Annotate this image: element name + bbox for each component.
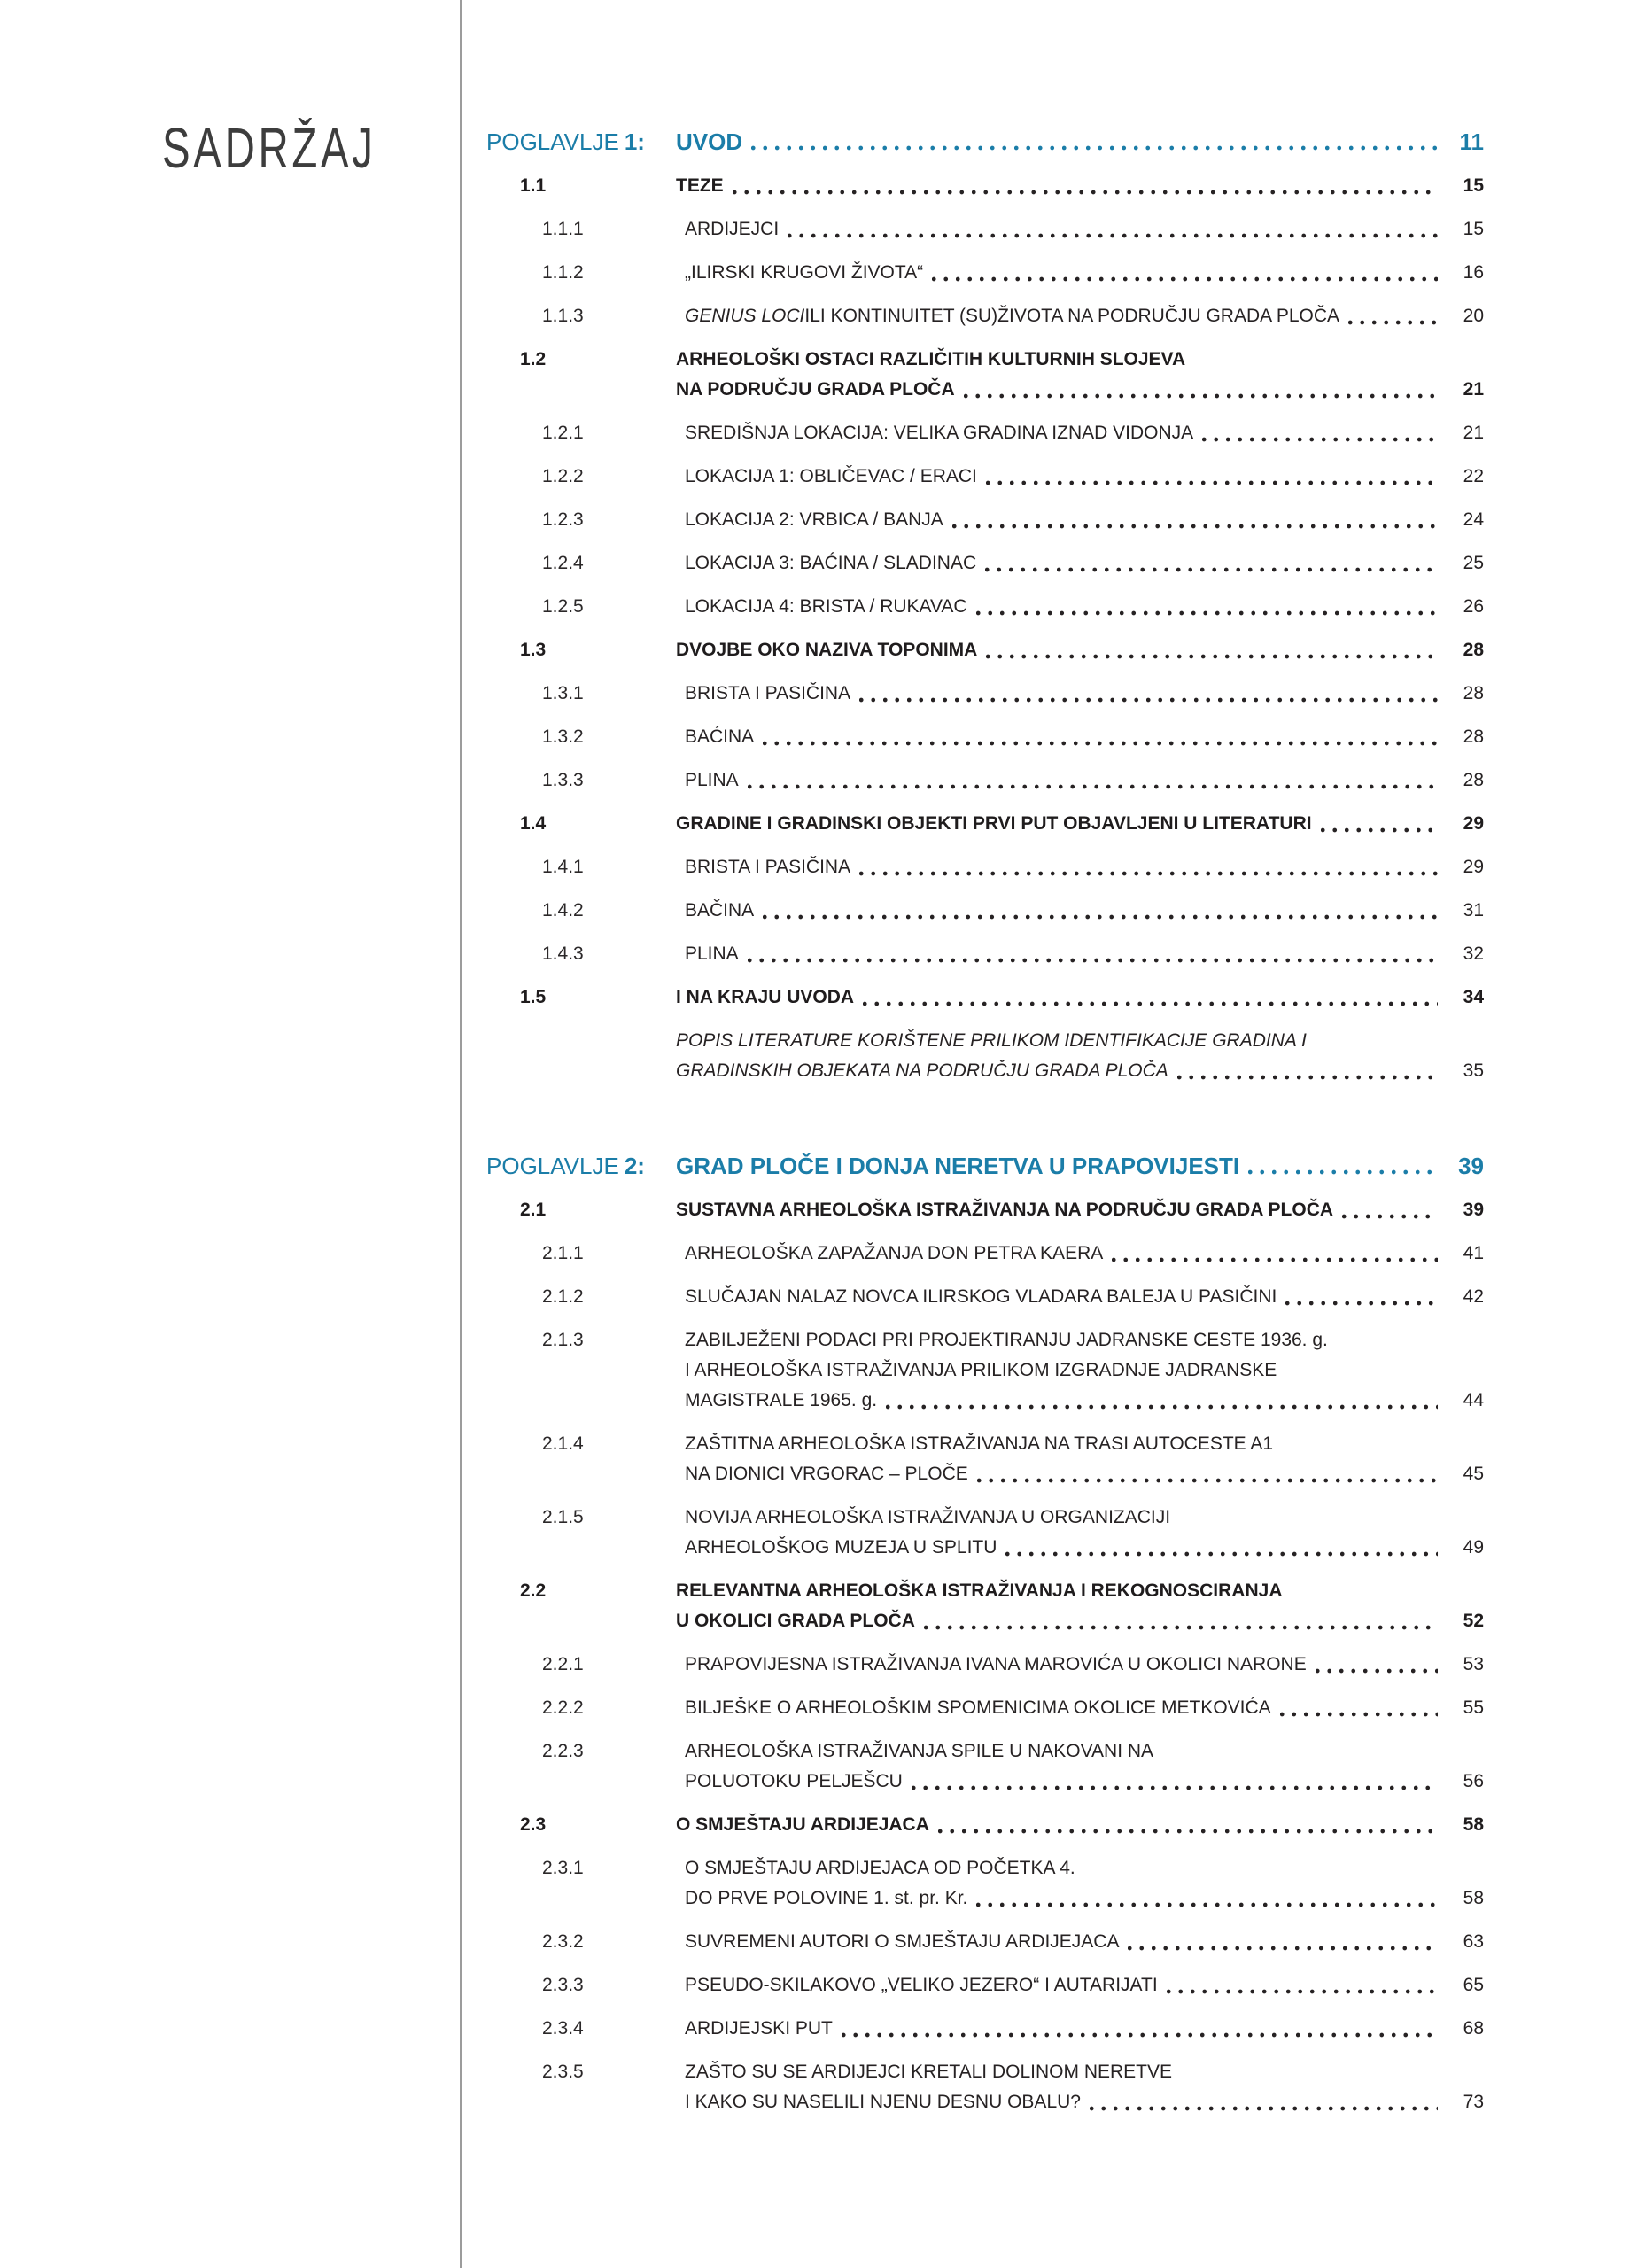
entry-body xyxy=(676,592,1441,622)
page-number: 44 xyxy=(1463,1390,1484,1410)
entry-last-line xyxy=(685,1239,1441,1269)
entry-number: 2.2.3 xyxy=(542,1741,584,1761)
dot-leader xyxy=(912,1785,1438,1790)
dot-leader xyxy=(1112,1257,1438,1262)
entry-title: LOKACIJA 3: BAĆINA / SLADINAC xyxy=(685,553,977,573)
entry-title: PSEUDO-SKILAKOVO „VELIKO JEZERO“ I AUTARIJATI xyxy=(685,1975,1158,1995)
entry-last-line xyxy=(685,939,1441,969)
entry-body xyxy=(676,1576,1441,1636)
page-number: 21 xyxy=(1463,423,1484,443)
entry-last-line xyxy=(676,1606,1441,1636)
toc-entry xyxy=(486,1325,1484,1416)
entry-body xyxy=(676,462,1441,492)
toc-entry xyxy=(486,1195,1484,1225)
entry-title-line: ARHEOLOŠKI OSTACI RAZLIČITIH KULTURNIH SLOJEVA xyxy=(676,349,1186,369)
entry-body xyxy=(676,1927,1441,1957)
entry-last-line xyxy=(685,2087,1441,2117)
entry-body xyxy=(676,505,1441,535)
dot-leader xyxy=(1177,1075,1438,1080)
entry-body xyxy=(676,722,1441,752)
entry-number: 2.3.2 xyxy=(542,1931,584,1952)
entry-number: 1.3 xyxy=(520,640,547,660)
entry-title-line: O SMJEŠTAJU ARDIJEJACA OD POČETKA 4. xyxy=(685,1858,1075,1878)
chapter-number: 2: xyxy=(624,1153,645,1179)
entry-title: I KAKO SU NASELILI NJENU DESNU OBALU? xyxy=(685,2092,1081,2112)
entry-last-line xyxy=(676,1056,1441,1086)
entry-last-line xyxy=(685,679,1441,709)
entry-title: ARDIJEJSKI PUT xyxy=(685,2018,833,2039)
page-number: 55 xyxy=(1463,1697,1484,1718)
page-number: 11 xyxy=(1459,128,1484,155)
entry-last-line xyxy=(676,1150,1441,1182)
toc-entry xyxy=(486,548,1484,579)
toc-entry xyxy=(486,345,1484,405)
toc-chapter-heading xyxy=(486,1150,1484,1182)
toc-entry xyxy=(486,852,1484,882)
entry-last-line xyxy=(685,301,1441,331)
entry-body xyxy=(676,1150,1441,1182)
toc-entry xyxy=(486,1970,1484,2000)
entry-last-line xyxy=(685,1884,1441,1914)
entry-number: 1.4.1 xyxy=(542,857,584,877)
entry-body xyxy=(676,1282,1441,1312)
toc-entry xyxy=(486,1576,1484,1636)
dot-leader xyxy=(763,741,1438,746)
entry-number: 2.1.2 xyxy=(542,1286,584,1307)
page-number: 15 xyxy=(1463,175,1484,196)
chapter-label: POGLAVLJE xyxy=(486,1153,619,1179)
entry-number xyxy=(486,1150,676,1182)
page-number: 28 xyxy=(1463,770,1484,790)
entry-number: 2.2.2 xyxy=(542,1697,584,1718)
entry-title-line: NOVIJA ARHEOLOŠKA ISTRAŽIVANJA U ORGANIZACIJI xyxy=(685,1507,1171,1527)
toc-entry xyxy=(486,939,1484,969)
page-number: 39 xyxy=(1458,1153,1484,1179)
toc-entry xyxy=(486,1927,1484,1957)
toc-entry xyxy=(486,896,1484,926)
toc-entry xyxy=(486,1503,1484,1563)
entry-title: TEZE xyxy=(676,175,724,196)
page-number: 28 xyxy=(1463,683,1484,703)
entry-body xyxy=(676,1026,1441,1086)
entry-body xyxy=(676,1650,1441,1680)
entry-number: 2.2.1 xyxy=(542,1654,584,1674)
entry-title-line: POPIS LITERATURE KORIŠTENE PRILIKOM IDENTIFIKACIJE GRADINA I xyxy=(676,1030,1307,1051)
dot-leader xyxy=(986,480,1438,485)
entry-last-line xyxy=(685,852,1441,882)
toc-entry xyxy=(486,1026,1484,1086)
entry-body xyxy=(676,1195,1441,1225)
entry-last-line xyxy=(685,765,1441,796)
page-number: 49 xyxy=(1463,1537,1484,1557)
entry-body xyxy=(676,635,1441,665)
entry-body xyxy=(676,2014,1441,2044)
dot-leader xyxy=(748,784,1438,789)
entry-title: BRISTA I PASIČINA xyxy=(685,857,851,877)
page-number: 58 xyxy=(1463,1814,1484,1835)
entry-title: „ILIRSKI KRUGOVI ŽIVOTA“ xyxy=(685,262,924,283)
dot-leader xyxy=(964,393,1438,399)
entry-last-line xyxy=(685,1533,1441,1563)
page-number: 58 xyxy=(1463,1888,1484,1908)
entry-last-line xyxy=(676,1810,1441,1840)
toc-entry xyxy=(486,722,1484,752)
toc-entry xyxy=(486,1429,1484,1489)
entry-body xyxy=(676,1693,1441,1723)
entry-title: GENIUS LOCI xyxy=(685,306,805,326)
entry-number: 2.1.3 xyxy=(542,1330,584,1350)
entry-title: DVOJBE OKO NAZIVA TOPONIMA xyxy=(676,640,978,660)
entry-last-line xyxy=(685,462,1441,492)
entry-title: LOKACIJA 4: BRISTA / RUKAVAC xyxy=(685,596,967,617)
dot-leader xyxy=(1342,1214,1438,1219)
dot-leader xyxy=(1285,1301,1438,1306)
page-number: 20 xyxy=(1463,306,1484,326)
entry-body xyxy=(676,852,1441,882)
entry-body xyxy=(676,896,1441,926)
toc-entry xyxy=(486,462,1484,492)
page-number: 65 xyxy=(1463,1975,1484,1995)
toc-entry xyxy=(486,505,1484,535)
dot-leader xyxy=(859,697,1438,703)
page-number: 45 xyxy=(1463,1464,1484,1484)
entry-body xyxy=(676,1325,1441,1416)
entry-body xyxy=(676,1239,1441,1269)
entry-title: ARHEOLOŠKOG MUZEJA U SPLITU xyxy=(685,1537,997,1557)
page-number: 32 xyxy=(1463,944,1484,964)
entry-title: PLINA xyxy=(685,770,739,790)
toc-entry xyxy=(486,809,1484,839)
page-number: 25 xyxy=(1463,553,1484,573)
entry-last-line xyxy=(685,1927,1441,1957)
entry-title: I NA KRAJU UVODA xyxy=(676,987,855,1007)
entry-last-line xyxy=(685,722,1441,752)
entry-title: GRADINSKIH OBJEKATA NA PODRUČJU GRADA PLOČA xyxy=(676,1060,1168,1081)
page-title: SADRŽAJ xyxy=(162,116,376,180)
entry-title: MAGISTRALE 1965. g. xyxy=(685,1390,878,1410)
entry-body xyxy=(676,1970,1441,2000)
toc-entry xyxy=(486,171,1484,201)
entry-last-line xyxy=(676,126,1441,158)
dot-leader xyxy=(1248,1169,1438,1175)
toc-list xyxy=(486,126,1484,2117)
dot-leader xyxy=(788,233,1438,238)
toc-entry xyxy=(486,1239,1484,1269)
entry-last-line xyxy=(676,375,1441,405)
toc-entry xyxy=(486,679,1484,709)
entry-title: GRADINE I GRADINSKI OBJEKTI PRVI PUT OBJAVLJENI U LITERATURI xyxy=(676,813,1312,834)
entry-title: U OKOLICI GRADA PLOČA xyxy=(676,1611,915,1631)
dot-leader xyxy=(733,190,1438,195)
entry-title: DO PRVE POLOVINE 1. st. pr. Kr. xyxy=(685,1888,968,1908)
toc-entry xyxy=(486,635,1484,665)
entry-last-line xyxy=(676,171,1441,201)
entry-number: 2.1.5 xyxy=(542,1507,584,1527)
dot-leader xyxy=(1316,1668,1438,1674)
entry-title: LOKACIJA 2: VRBICA / BANJA xyxy=(685,509,943,530)
page-number: 26 xyxy=(1463,596,1484,617)
page-number: 63 xyxy=(1463,1931,1484,1952)
entry-body xyxy=(676,418,1441,448)
entry-last-line xyxy=(685,548,1441,579)
entry-last-line xyxy=(676,635,1441,665)
entry-last-line xyxy=(685,1693,1441,1723)
page-number: 35 xyxy=(1463,1060,1484,1081)
dot-leader xyxy=(1090,2106,1438,2111)
entry-title: ARHEOLOŠKA ZAPAŽANJA DON PETRA KAERA xyxy=(685,1243,1104,1263)
page-number: 15 xyxy=(1463,219,1484,239)
entry-title: POLUOTOKU PELJEŠCU xyxy=(685,1771,903,1791)
entry-title-line: ZAŠTITNA ARHEOLOŠKA ISTRAŽIVANJA NA TRASI AUTOCESTE A1 xyxy=(685,1433,1274,1454)
entry-last-line xyxy=(676,983,1441,1013)
page-number: 21 xyxy=(1463,379,1484,400)
entry-title: UVOD xyxy=(676,128,743,155)
entry-last-line xyxy=(685,1282,1441,1312)
entry-title: GRAD PLOČE I DONJA NERETVA U PRAPOVIJESTI xyxy=(676,1153,1240,1179)
entry-body xyxy=(676,939,1441,969)
toc-entry xyxy=(486,1693,1484,1723)
entry-title: BILJEŠKE O ARHEOLOŠKIM SPOMENICIMA OKOLICE METKOVIĆA xyxy=(685,1697,1271,1718)
entry-last-line xyxy=(685,258,1441,288)
entry-body xyxy=(676,1736,1441,1797)
entry-body xyxy=(676,126,1441,158)
entry-body xyxy=(676,1810,1441,1840)
page-number: 29 xyxy=(1463,857,1484,877)
page-number: 24 xyxy=(1463,509,1484,530)
entry-number: 1.1.3 xyxy=(542,306,584,326)
dot-leader xyxy=(751,145,1438,151)
entry-number: 1.2.4 xyxy=(542,553,584,573)
dot-leader xyxy=(985,567,1438,572)
entry-title: PLINA xyxy=(685,944,739,964)
entry-number: 2.3.4 xyxy=(542,2018,584,2039)
page-number: 52 xyxy=(1463,1611,1484,1631)
page-number: 31 xyxy=(1463,900,1484,920)
entry-body xyxy=(676,214,1441,245)
entry-title: NA DIONICI VRGORAC – PLOČE xyxy=(685,1464,968,1484)
entry-number: 1.2.2 xyxy=(542,466,584,486)
entry-body xyxy=(676,548,1441,579)
entry-number: 1.3.1 xyxy=(542,683,584,703)
entry-number: 1.2 xyxy=(520,349,547,369)
dot-leader xyxy=(976,1902,1438,1907)
entry-title: ARDIJEJCI xyxy=(685,219,780,239)
page-number: 42 xyxy=(1463,1286,1484,1307)
entry-number: 2.3 xyxy=(520,1814,547,1835)
entry-number: 1.5 xyxy=(520,987,547,1007)
entry-title: SUSTAVNA ARHEOLOŠKA ISTRAŽIVANJA NA PODRUČJU GRADA PLOČA xyxy=(676,1200,1334,1220)
entry-number: 1.2.5 xyxy=(542,596,584,617)
entry-title: ILI KONTINUITET (SU)ŽIVOTA NA PODRUČJU GRADA PLOČA xyxy=(804,306,1340,326)
entry-body xyxy=(676,983,1441,1013)
entry-last-line xyxy=(685,505,1441,535)
entry-last-line xyxy=(685,1459,1441,1489)
entry-number: 1.1.1 xyxy=(542,219,584,239)
toc-entry xyxy=(486,592,1484,622)
page-number: 53 xyxy=(1463,1654,1484,1674)
entry-last-line xyxy=(676,809,1441,839)
dot-leader xyxy=(1005,1551,1438,1557)
entry-body xyxy=(676,345,1441,405)
page-number: 73 xyxy=(1463,2092,1484,2112)
entry-number: 2.3.5 xyxy=(542,2062,584,2082)
vertical-divider xyxy=(460,0,462,2268)
entry-number: 2.1 xyxy=(520,1200,547,1220)
dot-leader xyxy=(1128,1946,1438,1951)
dot-leader xyxy=(748,958,1438,963)
dot-leader xyxy=(924,1625,1438,1630)
entry-title-line: RELEVANTNA ARHEOLOŠKA ISTRAŽIVANJA I REKOGNOSCIRANJA xyxy=(676,1581,1283,1601)
entry-number: 1.3.3 xyxy=(542,770,584,790)
entry-number: 1.2.1 xyxy=(542,423,584,443)
page-number: 41 xyxy=(1463,1243,1484,1263)
toc-entry xyxy=(486,214,1484,245)
toc-entry xyxy=(486,1810,1484,1840)
entry-body xyxy=(676,765,1441,796)
entry-body xyxy=(676,809,1441,839)
entry-title: LOKACIJA 1: OBLIČEVAC / ERACI xyxy=(685,466,977,486)
entry-title: SLUČAJAN NALAZ NOVCA ILIRSKOG VLADARA BALEJA U PASIČINI xyxy=(685,1286,1277,1307)
toc-entry xyxy=(486,1736,1484,1797)
entry-body xyxy=(676,1853,1441,1914)
entry-last-line xyxy=(685,1386,1441,1416)
toc-entry xyxy=(486,765,1484,796)
dot-leader xyxy=(842,2032,1438,2038)
entry-title-line: ZABILJEŽENI PODACI PRI PROJEKTIRANJU JADRANSKE CESTE 1936. g. xyxy=(685,1330,1328,1350)
dot-leader xyxy=(1321,827,1438,833)
dot-leader xyxy=(859,871,1438,876)
entry-title: BAĆINA xyxy=(685,726,755,747)
entry-last-line xyxy=(685,418,1441,448)
entry-last-line xyxy=(685,1970,1441,2000)
dot-leader xyxy=(886,1404,1438,1410)
entry-title-line: ZAŠTO SU SE ARDIJEJCI KRETALI DOLINOM NERETVE xyxy=(685,2062,1172,2082)
toc-entry xyxy=(486,1282,1484,1312)
entry-body xyxy=(676,1503,1441,1563)
page-number: 68 xyxy=(1463,2018,1484,2039)
toc-entry xyxy=(486,2014,1484,2044)
entry-body xyxy=(676,171,1441,201)
dot-leader xyxy=(986,654,1438,659)
entry-last-line xyxy=(685,896,1441,926)
toc-entry xyxy=(486,418,1484,448)
dot-leader xyxy=(763,914,1438,920)
entry-last-line xyxy=(685,592,1441,622)
toc-entry xyxy=(486,983,1484,1013)
toc-entry xyxy=(486,1650,1484,1680)
entry-body xyxy=(676,679,1441,709)
entry-number: 1.4 xyxy=(520,813,547,834)
dot-leader xyxy=(1167,1989,1438,1994)
page-number: 34 xyxy=(1463,987,1484,1007)
chapter-number: 1: xyxy=(624,128,645,155)
dot-leader xyxy=(952,524,1438,529)
entry-number: 2.3.1 xyxy=(542,1858,584,1878)
page-number: 56 xyxy=(1463,1771,1484,1791)
entry-last-line xyxy=(685,1650,1441,1680)
entry-number: 2.3.3 xyxy=(542,1975,584,1995)
entry-number: 1.1.2 xyxy=(542,262,584,283)
dot-leader xyxy=(1202,437,1438,442)
entry-number: 1.4.2 xyxy=(542,900,584,920)
toc-chapter-heading xyxy=(486,126,1484,158)
entry-last-line xyxy=(685,1767,1441,1797)
dot-leader xyxy=(977,1478,1438,1483)
entry-body xyxy=(676,1429,1441,1489)
entry-title: BRISTA I PASIČINA xyxy=(685,683,851,703)
dot-leader xyxy=(932,276,1438,282)
entry-title-line: ARHEOLOŠKA ISTRAŽIVANJA SPILE U NAKOVANI NA xyxy=(685,1741,1154,1761)
entry-body xyxy=(676,2057,1441,2117)
dot-leader xyxy=(1348,320,1438,325)
dot-leader xyxy=(976,610,1438,616)
entry-title: O SMJEŠTAJU ARDIJEJACA xyxy=(676,1814,929,1835)
entry-number: 1.4.3 xyxy=(542,944,584,964)
entry-last-line xyxy=(685,214,1441,245)
entry-number xyxy=(486,126,676,158)
entry-body xyxy=(676,258,1441,288)
entry-number: 2.2 xyxy=(520,1581,547,1601)
toc-entry xyxy=(486,258,1484,288)
entry-number: 1.2.3 xyxy=(542,509,584,530)
entry-number: 1.3.2 xyxy=(542,726,584,747)
entry-title: SREDIŠNJA LOKACIJA: VELIKA GRADINA IZNAD VIDONJA xyxy=(685,423,1194,443)
dot-leader xyxy=(1280,1712,1438,1717)
entry-title: PRAPOVIJESNA ISTRAŽIVANJA IVANA MAROVIĆA U OKOLICI NARONE xyxy=(685,1654,1307,1674)
page-number: 28 xyxy=(1463,726,1484,747)
entry-last-line xyxy=(676,1195,1441,1225)
entry-title-line: I ARHEOLOŠKA ISTRAŽIVANJA PRILIKOM IZGRADNJE JADRANSKE xyxy=(685,1360,1277,1380)
page-number: 29 xyxy=(1463,813,1484,834)
entry-body xyxy=(676,301,1441,331)
page-number: 28 xyxy=(1463,640,1484,660)
dot-leader xyxy=(863,1001,1438,1006)
dot-leader xyxy=(938,1829,1438,1834)
toc-entry xyxy=(486,2057,1484,2117)
chapter-label: POGLAVLJE xyxy=(486,128,619,155)
entry-title: BAČINA xyxy=(685,900,755,920)
page-number: 22 xyxy=(1463,466,1484,486)
entry-title: NA PODRUČJU GRADA PLOČA xyxy=(676,379,955,400)
entry-number: 2.1.1 xyxy=(542,1243,584,1263)
page-number: 39 xyxy=(1463,1200,1484,1220)
entry-title: SUVREMENI AUTORI O SMJEŠTAJU ARDIJEJACA xyxy=(685,1931,1120,1952)
entry-last-line xyxy=(685,2014,1441,2044)
toc-entry xyxy=(486,301,1484,331)
entry-number: 2.1.4 xyxy=(542,1433,584,1454)
page-number: 16 xyxy=(1463,262,1484,283)
toc-entry xyxy=(486,1853,1484,1914)
entry-number: 1.1 xyxy=(520,175,547,196)
